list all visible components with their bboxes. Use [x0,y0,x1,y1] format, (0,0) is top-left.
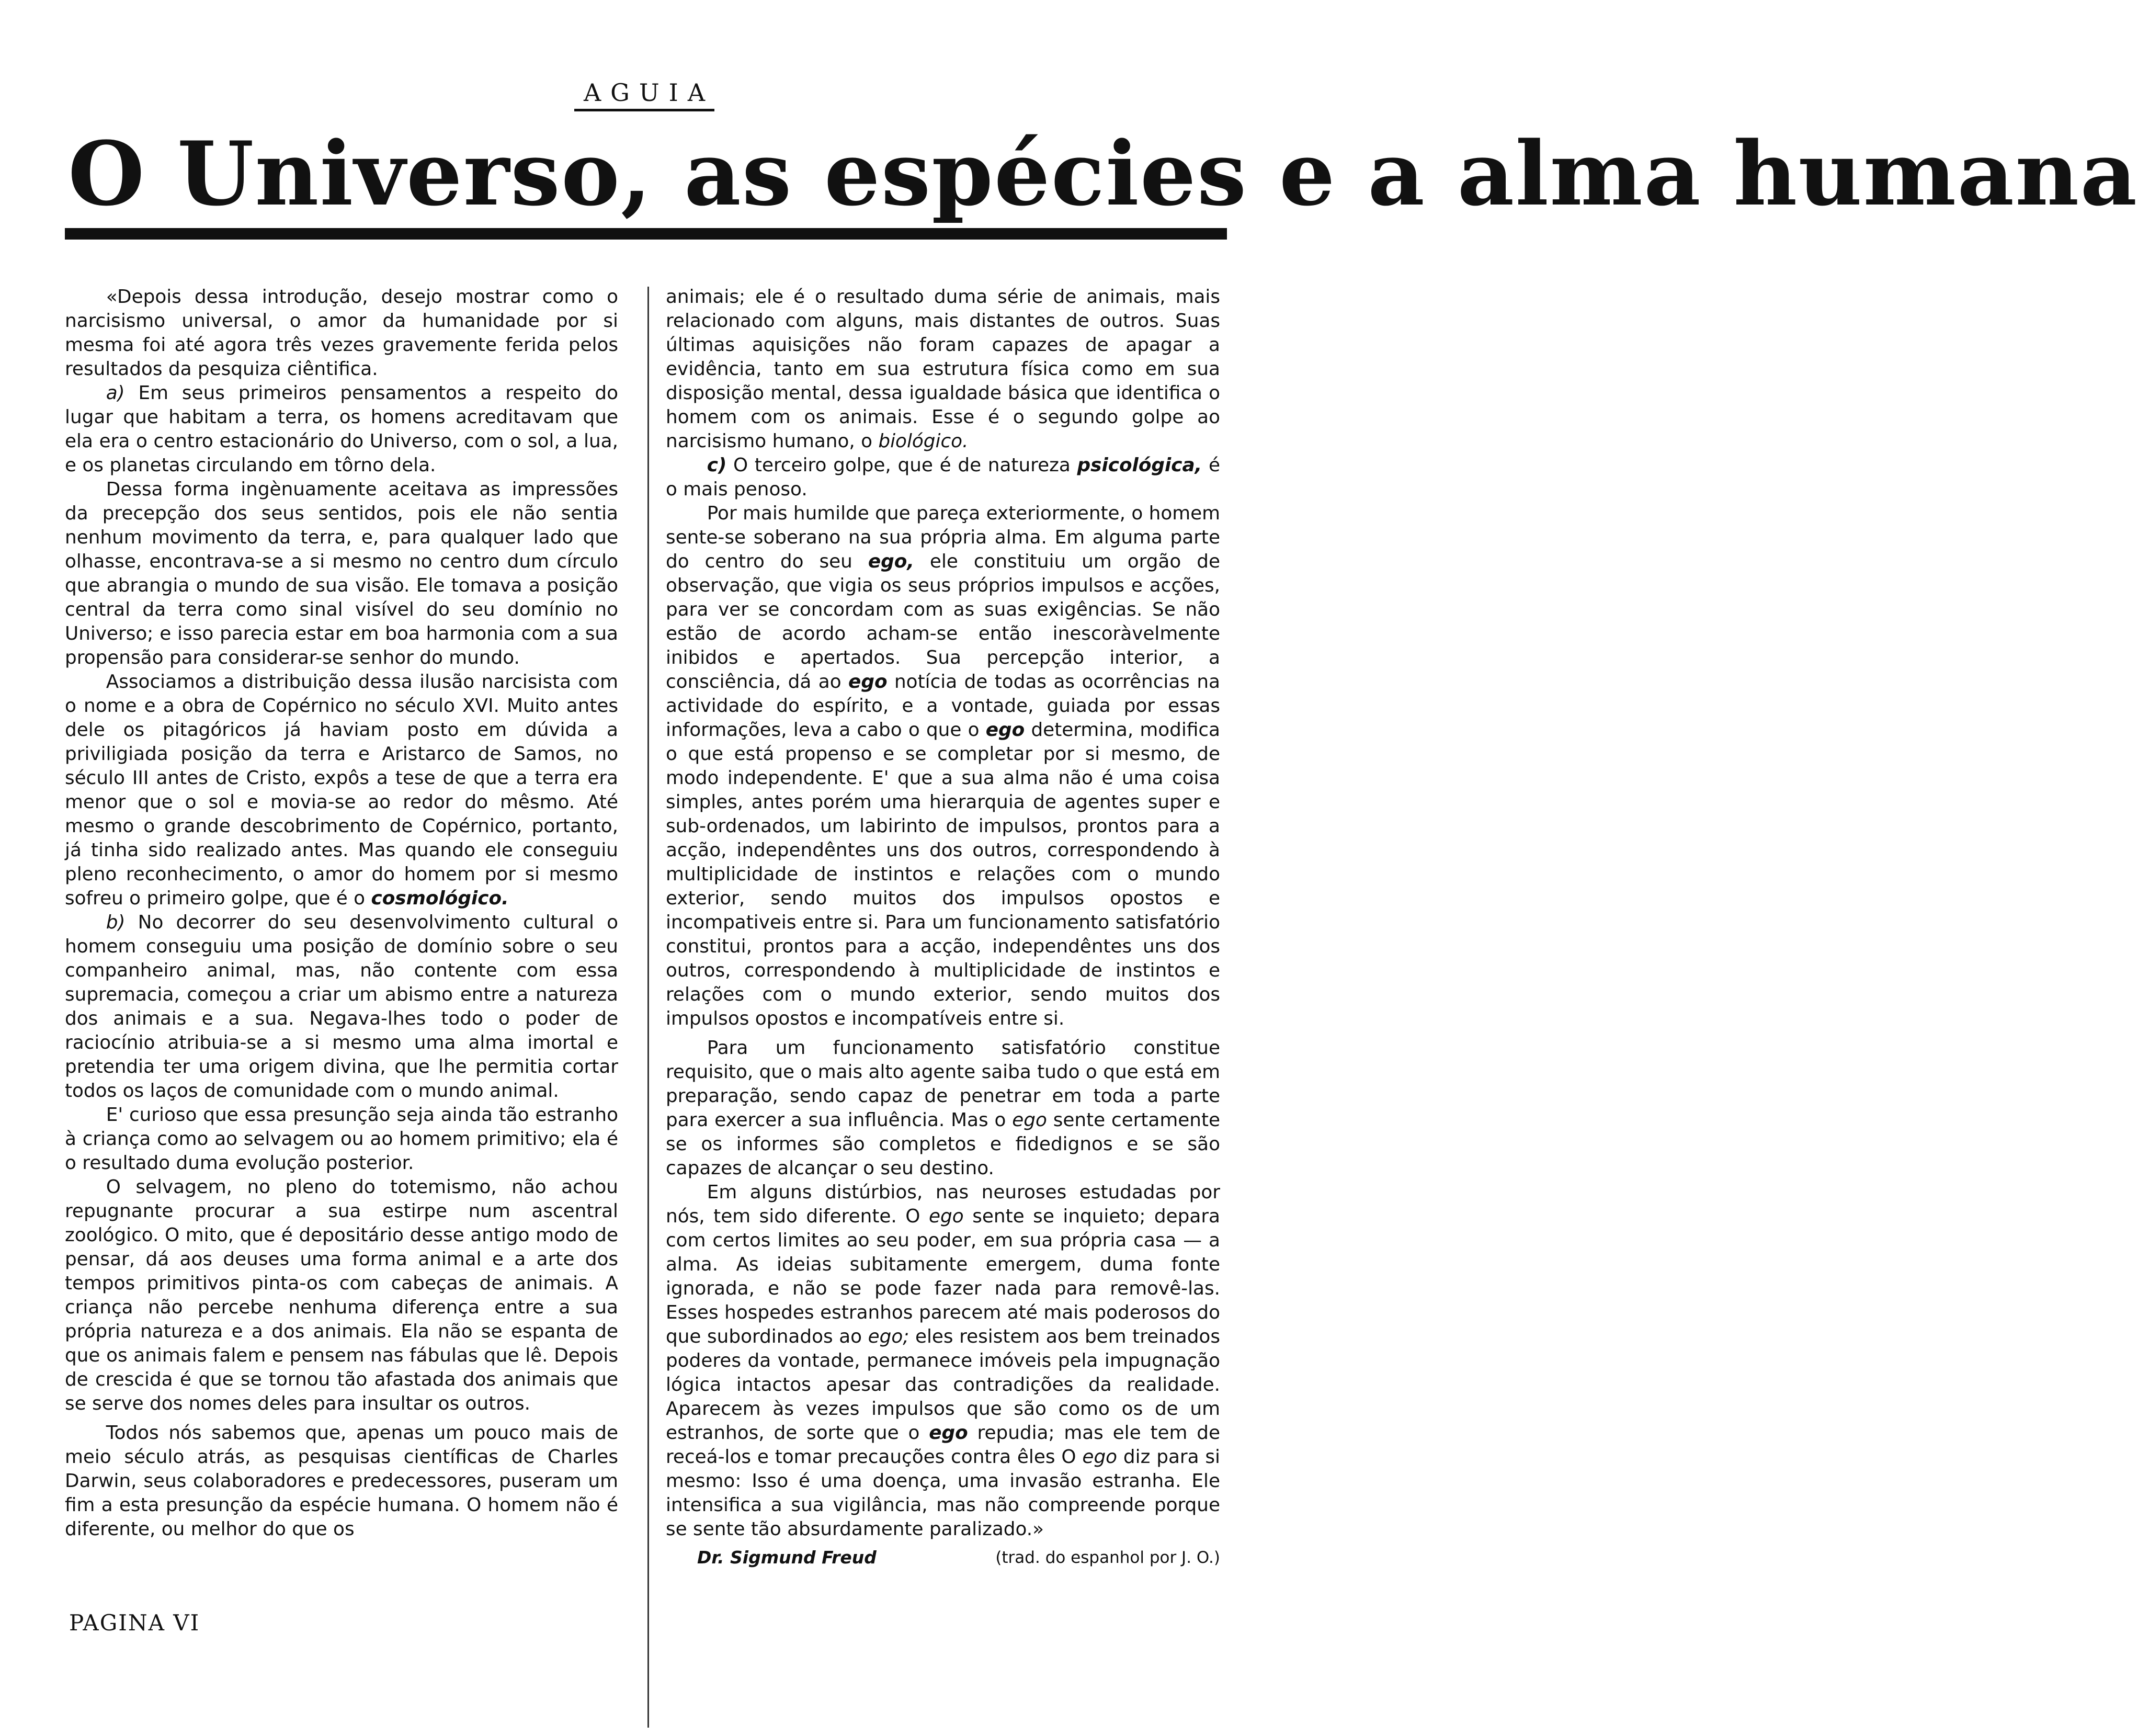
term-ego: ego [1012,1109,1047,1131]
right-column [666,285,1220,1570]
term-ego: ego [848,671,888,693]
paragraph [666,285,1220,453]
term-ego: ego, [868,551,914,572]
text: Em seus primeiros pensamentos a respeito do lugar que habitam a terra, os homens acreditavam que ela era o centro estacionário do Universo, com o sol, a lua, e os planetas circulando em tôrno dela. [65,382,618,476]
text: sente se inquieto; depara com certos limites ao seu poder, em sua própria casa — a alma. As ideias subitamente emergem, duma fonte ignorada, e não se pode fazer nada para removê-las. Esses hospedes estranhos parecem até mais poderosos do que subordinados ao [666,1206,1220,1347]
text: determina, modifica o que está propenso e se completar por si mesmo, de modo independente. E' que a sua alma não é uma coisa simples, antes porém uma hierarquia de agentes super e sub-ordenados, um labirinto de impulsos, prontos para a acção, independêntes uns dos outros, correspondendo à multiplicidade de instintos e relações com o mundo exterior, sendo muitos dos impulsos opostos e incompativeis entre si. Para um funcionamento satisfatório constitui, prontos para a acção, independêntes uns dos outros, correspondendo à multiplicidade de instintos e relações com o mundo exterior, sendo muitos dos impulsos opostos e incompatíveis entre si. [666,719,1220,1029]
paragraph [666,1181,1220,1541]
term-ego: ego [929,1422,968,1444]
term-ego: ego [985,719,1025,741]
text: E' curioso que essa presunção seja ainda tão estranho à criança como ao selvagem ou ao homem primitivo; ela é o resultado duma evolução posterior. [65,1104,618,1174]
paragraph [666,502,1220,1031]
term-cosmologico: cosmológico. [371,888,509,909]
signature [666,1546,1220,1570]
term-ego: ego [1082,1446,1118,1468]
text: é o mais penoso. [666,455,1221,500]
text: O selvagem, no pleno do totemismo, não achou repugnante procurar a sua estirpe num ascentral zoológico. O mito, que é depositário desse antigo modo de pensar, dá aos deuses uma forma animal e a arte dos tempos primitivos pinta-os com cabeças de animais. A criança não percebe nenhuma diferença entre a sua própria natureza e a dos animais. Ela não se espanta de que os animais falem e pensem nas fábulas que lê. Depois de crescida é que se tornou tão afastada dos animais que se serve dos nomes deles para insultar os outros. [65,1176,618,1414]
left-column [65,285,618,1541]
marker-b: b) [106,912,126,933]
title-rule [65,228,1227,240]
masthead [0,78,1289,111]
masthead-text: AGUIA [574,78,714,111]
text: «Depois dessa introdução, desejo mostrar como o narcisismo universal, o amor da humanidade por si mesma foi até agora três vezes gravemente ferida pelos resultados da pesquiza ciêntifica. [65,286,618,380]
term-psicologica: psicológica, [1077,455,1202,476]
marker-c: c) [707,455,727,476]
paragraph [65,478,618,670]
paragraph [666,453,1220,502]
paragraph [65,670,618,911]
text: Todos nós sabemos que, apenas um pouco mais de meio século atrás, as pesquisas científicas de Charles Darwin, seus colaboradores e predecessores, puseram um fim a esta presunção da espécie humana. O homem não é diferente, ou melhor do que os [65,1422,618,1540]
text: Dessa forma ingènuamente aceitava as impressões da precepção dos seus sentidos, pois ele não sentia nenhum movimento da terra, e, para qualquer lado que olhasse, encontrava-se a si mesmo no centro dum círculo que abrangia o mundo de sua visão. Ele tomava a posição central da terra como sinal visível do seu domínio no Universo; e isso parecia estar em boa harmonia com a sua propensão para considerar-se senhor do mundo. [65,479,618,668]
text: repudia; mas ele tem de receá-los e tomar precauções contra êles O [666,1422,1220,1468]
author: Dr. Sigmund Freud [697,1547,877,1568]
paragraph [65,1421,618,1541]
paragraph [65,911,618,1103]
text: Para um funcionamento satisfatório constitue requisito, que o mais alto agente saiba tudo o que está em preparação, sendo capaz de penetrar em toda a parte para exercer a sua influência. Mas o [666,1037,1220,1131]
text: Em alguns distúrbios, nas neuroses estudadas por nós, tem sido diferente. O [666,1182,1220,1227]
text: No decorrer do seu desenvolvimento cultural o homem conseguiu uma posição de domínio sobre o seu companheiro animal, mas, não contente com essa supremacia, começou a criar um abismo entre a natureza dos animais e a sua. Negava-lhes todo o poder de raciocínio atribuia-se a si mesmo uma alma imortal e pretendia ter uma origem divina, que lhe permitia cortar todos os laços de comunidade com o mundo animal. [65,912,618,1102]
text: O terceiro golpe, que é de natureza [726,455,1077,476]
text: diz para si mesmo: Isso é uma doença, uma invasão estranha. Ele intensifica a sua vigilância, mas não compreende porque se sente tão absurdamente paralizado.» [666,1446,1220,1540]
text: Por mais humilde que pareça exteriormente, o homem sente-se soberano na sua própria alma. Em alguma parte do centro do seu [666,503,1220,572]
paragraph [65,285,618,381]
text: Associamos a distribuição dessa ilusão narcisista com o nome e a obra de Copérnico no século XVI. Muito antes dele os pitagóricos já haviam posto em dúvida a priviligiada posição da terra e Aristarco de Samos, no século III antes de Cristo, expôs a tese de que a terra era menor que o sol e movia-se ao redor do mêsmo. Até mesmo o grande descobrimento de Copérnico, portanto, já tinha sido realizado antes. Mas quando ele conseguiu pleno reconhecimento, o amor do homem por si mesmo sofreu o primeiro golpe, que é o [65,671,618,909]
text: animais; ele é o resultado duma série de animais, mais relacionado com alguns, mais distantes de outros. Suas últimas aquisições não foram capazes de apagar a evidência, tanto em sua estrutura física como em sua disposição mental, dessa igualdade básica que identifica o homem com os animais. Esse é o segundo golpe ao narcisismo humano, o [666,286,1220,452]
text: ele constituiu um orgão de observação, que vigia os seus próprios impulsos e acções, para ver se concordam com as suas exigências. Se não estão de acordo acham-se então inescoràvelmente inibidos e apertados. Sua percepção interior, a consciência, dá ao [666,551,1220,693]
term-biologico: biológico. [878,430,969,452]
text: sente certamente se os informes são completos e fidedignos e se são capazes de alcançar o seu destino. [666,1109,1221,1179]
paragraph [666,1036,1220,1181]
translation-credit: (trad. do espanhol por J. O.) [995,1548,1220,1567]
marker-a: a) [106,382,125,404]
column-divider [647,287,649,1728]
page-number: PAGINA VI [69,1610,200,1636]
text: eles resistem aos bem treinados poderes da vontade, permanece imóveis pela impugnação lógica intactos apesar das contradições da realidade. Aparecem às vezes impulsos que são como os de um estranhos, de sorte que o [666,1326,1220,1444]
paragraph [65,1103,618,1175]
paragraph [65,1175,618,1416]
paragraph [65,381,618,478]
text: notícia de todas as ocorrências na actividade do espírito, e a vontade, guiada por essas informações, leva a cabo o que o [666,671,1220,741]
term-ego: ego; [868,1326,909,1347]
article-title: O Universo, as espécies e a alma humana [68,122,2138,225]
term-ego: ego [929,1206,964,1227]
